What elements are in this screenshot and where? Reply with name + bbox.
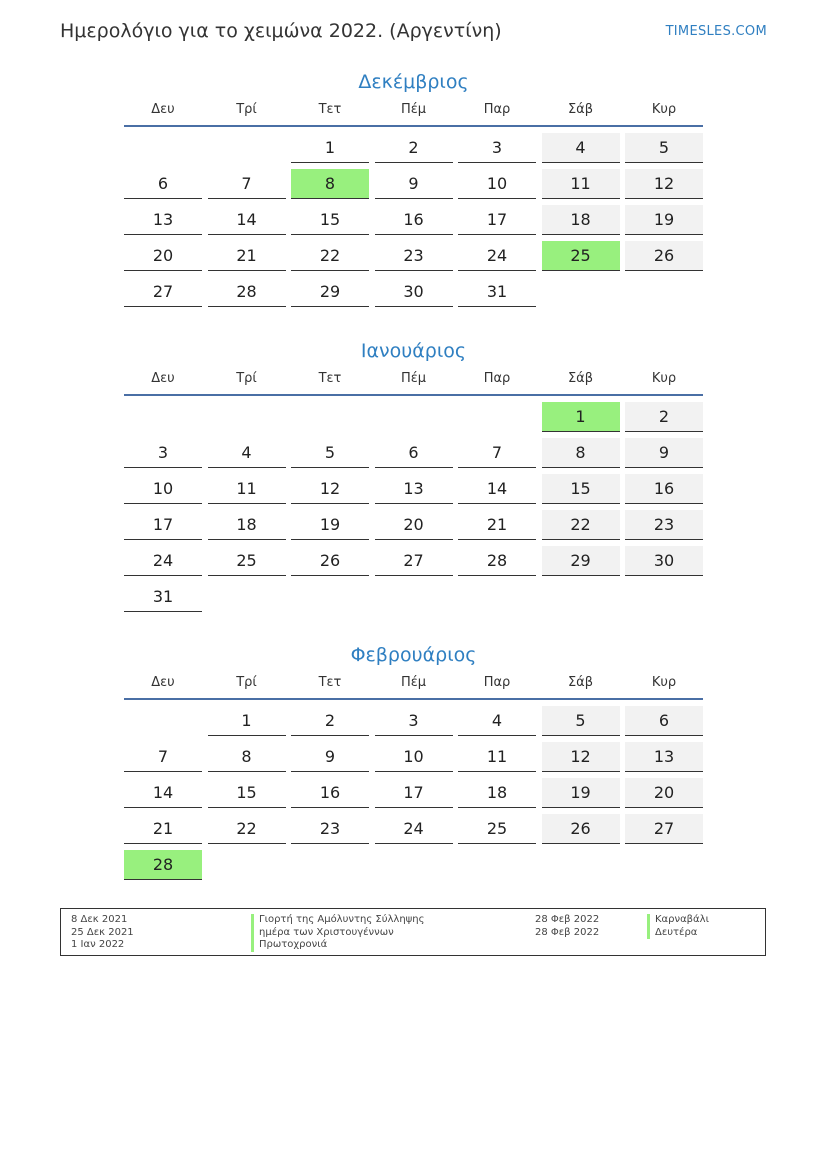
weekday-label: Παρ xyxy=(483,102,511,117)
day-cell: 28 xyxy=(458,546,536,576)
day-grid xyxy=(124,133,703,307)
weekday-label: Κυρ xyxy=(651,675,677,690)
day-cell: 10 xyxy=(375,742,453,772)
day-cell: 28 xyxy=(208,277,286,307)
day-cell: 16 xyxy=(291,778,369,808)
weekday-label: Τρί xyxy=(236,675,257,690)
day-cell: 6 xyxy=(124,169,202,199)
empty-cell xyxy=(208,133,286,163)
day-cell: 11 xyxy=(458,742,536,772)
day-cell: 16 xyxy=(625,474,703,504)
legend-date: 8 Δεκ 2021 xyxy=(71,914,128,925)
month-january xyxy=(124,337,703,612)
weekday-label: Παρ xyxy=(483,675,511,690)
day-cell: 14 xyxy=(458,474,536,504)
holiday-legend xyxy=(60,908,766,956)
legend-holiday-name: Γιορτή της Αμόλυντης Σύλληψης xyxy=(251,914,424,927)
day-cell: 3 xyxy=(375,706,453,736)
day-cell: 27 xyxy=(375,546,453,576)
month-title: Ιανουάριος xyxy=(360,340,467,362)
day-cell: 19 xyxy=(542,778,620,808)
day-cell: 26 xyxy=(291,546,369,576)
day-grid xyxy=(124,706,703,880)
day-cell: 15 xyxy=(542,474,620,504)
day-cell: 31 xyxy=(458,277,536,307)
legend-holiday-name: ημέρα των Χριστουγέννων xyxy=(251,927,424,940)
day-cell: 3 xyxy=(458,133,536,163)
day-cell: 7 xyxy=(124,742,202,772)
day-cell: 29 xyxy=(542,546,620,576)
empty-cell xyxy=(375,402,453,432)
weekday-label: Παρ xyxy=(483,371,511,386)
empty-cell xyxy=(124,706,202,736)
day-cell: 9 xyxy=(625,438,703,468)
day-cell: 6 xyxy=(375,438,453,468)
weekday-label: Τετ xyxy=(318,102,342,117)
legend-holiday-name: Πρωτοχρονιά xyxy=(251,939,424,952)
day-cell: 7 xyxy=(208,169,286,199)
weekday-label: Πέμ xyxy=(400,675,427,690)
day-cell: 5 xyxy=(625,133,703,163)
holiday-day-cell: 28 xyxy=(124,850,202,880)
weekday-label: Τρί xyxy=(236,102,257,117)
day-cell: 30 xyxy=(375,277,453,307)
day-cell: 19 xyxy=(291,510,369,540)
day-cell: 22 xyxy=(208,814,286,844)
day-cell: 23 xyxy=(375,241,453,271)
day-cell: 21 xyxy=(124,814,202,844)
weekday-label: Δευ xyxy=(151,371,175,386)
empty-cell xyxy=(291,402,369,432)
day-cell: 18 xyxy=(458,778,536,808)
empty-cell xyxy=(124,402,202,432)
day-cell: 20 xyxy=(625,778,703,808)
weekday-label: Δευ xyxy=(151,102,175,117)
empty-cell xyxy=(124,133,202,163)
weekday-header xyxy=(124,371,703,396)
weekday-label: Τετ xyxy=(318,675,342,690)
legend-date: 25 Δεκ 2021 xyxy=(71,926,134,938)
page-title: Ημερολόγιο για το χειμώνα 2022. (Αργεντίνη) xyxy=(60,20,502,42)
holiday-day-cell: 8 xyxy=(291,169,369,199)
day-cell: 13 xyxy=(124,205,202,235)
holiday-day-cell: 1 xyxy=(542,402,620,432)
weekday-label: Πέμ xyxy=(400,102,427,117)
day-cell: 25 xyxy=(208,546,286,576)
day-cell: 4 xyxy=(208,438,286,468)
day-cell: 13 xyxy=(625,742,703,772)
day-cell: 11 xyxy=(208,474,286,504)
day-grid xyxy=(124,402,703,612)
weekday-label: Κυρ xyxy=(651,371,677,386)
weekday-label: Σάβ xyxy=(567,102,594,117)
day-cell: 12 xyxy=(625,169,703,199)
day-cell: 27 xyxy=(625,814,703,844)
day-cell: 2 xyxy=(375,133,453,163)
day-cell: 25 xyxy=(458,814,536,844)
day-cell: 23 xyxy=(291,814,369,844)
day-cell: 24 xyxy=(375,814,453,844)
day-cell: 8 xyxy=(542,438,620,468)
day-cell: 1 xyxy=(208,706,286,736)
day-cell: 31 xyxy=(124,582,202,612)
legend-dates-left xyxy=(71,914,134,952)
day-cell: 27 xyxy=(124,277,202,307)
day-cell: 22 xyxy=(291,241,369,271)
holiday-day-cell: 25 xyxy=(542,241,620,271)
legend-date: 28 Φεβ 2022 xyxy=(535,914,600,925)
day-cell: 2 xyxy=(291,706,369,736)
day-cell: 6 xyxy=(625,706,703,736)
day-cell: 15 xyxy=(291,205,369,235)
day-cell: 4 xyxy=(542,133,620,163)
day-cell: 14 xyxy=(124,778,202,808)
weekday-label: Σάβ xyxy=(567,371,594,386)
day-cell: 18 xyxy=(542,205,620,235)
day-cell: 3 xyxy=(124,438,202,468)
day-cell: 12 xyxy=(291,474,369,504)
day-cell: 10 xyxy=(458,169,536,199)
day-cell: 24 xyxy=(124,546,202,576)
day-cell: 21 xyxy=(208,241,286,271)
day-cell: 9 xyxy=(291,742,369,772)
legend-names-right xyxy=(647,914,709,939)
day-cell: 9 xyxy=(375,169,453,199)
day-cell: 18 xyxy=(208,510,286,540)
month-title: Φεβρουάριος xyxy=(350,644,477,666)
day-cell: 17 xyxy=(375,778,453,808)
weekday-header xyxy=(124,102,703,127)
day-cell: 12 xyxy=(542,742,620,772)
day-cell: 19 xyxy=(625,205,703,235)
day-cell: 17 xyxy=(124,510,202,540)
weekday-label: Τετ xyxy=(318,371,342,386)
weekday-header xyxy=(124,675,703,700)
day-cell: 10 xyxy=(124,474,202,504)
day-cell: 4 xyxy=(458,706,536,736)
weekday-label: Τρί xyxy=(236,371,257,386)
day-cell: 22 xyxy=(542,510,620,540)
day-cell: 24 xyxy=(458,241,536,271)
weekday-label: Σάβ xyxy=(567,675,594,690)
weekday-label: Πέμ xyxy=(400,371,427,386)
site-link[interactable]: TIMESLES.COM xyxy=(665,24,767,39)
day-cell: 15 xyxy=(208,778,286,808)
day-cell: 2 xyxy=(625,402,703,432)
day-cell: 17 xyxy=(458,205,536,235)
legend-holiday-name: Καρναβάλι xyxy=(647,914,709,927)
day-cell: 29 xyxy=(291,277,369,307)
legend-date: 28 Φεβ 2022 xyxy=(535,926,600,938)
empty-cell xyxy=(458,402,536,432)
day-cell: 7 xyxy=(458,438,536,468)
legend-dates-right xyxy=(535,914,599,939)
day-cell: 30 xyxy=(625,546,703,576)
day-cell: 14 xyxy=(208,205,286,235)
day-cell: 11 xyxy=(542,169,620,199)
month-february xyxy=(124,641,703,880)
day-cell: 5 xyxy=(542,706,620,736)
weekday-label: Κυρ xyxy=(651,102,677,117)
day-cell: 20 xyxy=(124,241,202,271)
day-cell: 8 xyxy=(208,742,286,772)
day-cell: 1 xyxy=(291,133,369,163)
day-cell: 26 xyxy=(625,241,703,271)
day-cell: 21 xyxy=(458,510,536,540)
month-title: Δεκέμβριος xyxy=(358,71,469,93)
day-cell: 20 xyxy=(375,510,453,540)
day-cell: 26 xyxy=(542,814,620,844)
day-cell: 13 xyxy=(375,474,453,504)
empty-cell xyxy=(208,402,286,432)
day-cell: 5 xyxy=(291,438,369,468)
legend-holiday-name: Δευτέρα xyxy=(647,927,709,940)
day-cell: 23 xyxy=(625,510,703,540)
weekday-label: Δευ xyxy=(151,675,175,690)
legend-date: 1 Ιαν 2022 xyxy=(71,939,125,950)
month-december xyxy=(124,68,703,307)
legend-names-left xyxy=(251,914,424,952)
day-cell: 16 xyxy=(375,205,453,235)
